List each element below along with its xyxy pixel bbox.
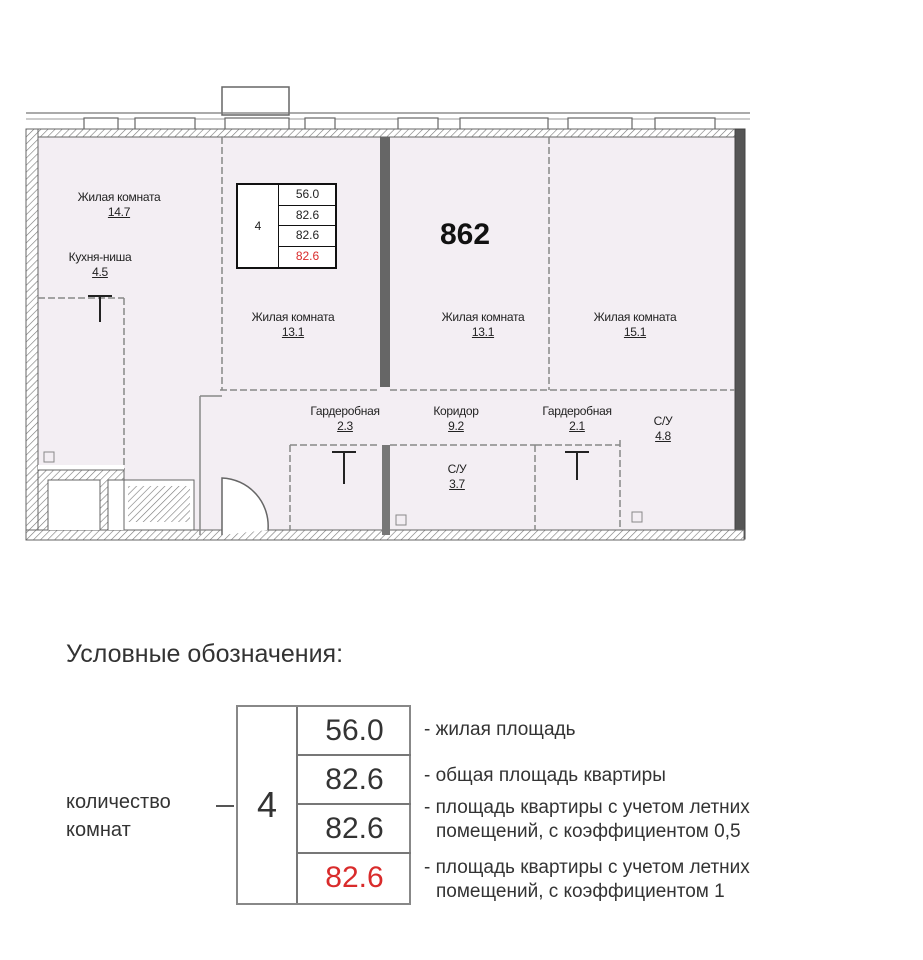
room-label	[572, 310, 698, 339]
wall-left	[26, 129, 38, 539]
legend-total-area: 82.6	[298, 756, 411, 805]
legend-rooms-count: 4	[256, 784, 278, 825]
mini-area-key	[236, 183, 337, 269]
windows-top	[84, 118, 715, 130]
rooms-caption-line1: количество	[66, 791, 171, 813]
room-name: Жилая комната	[77, 190, 161, 204]
room-name: Коридор	[433, 404, 479, 418]
room-area: 9.2	[448, 419, 464, 433]
legend-desc-line: - жилая площадь	[424, 719, 576, 740]
room-label	[434, 462, 480, 491]
balcony-outline	[222, 87, 289, 115]
wall-right	[735, 129, 745, 539]
room-label	[294, 404, 396, 433]
room-name: С/У	[653, 414, 673, 428]
mini-key-living-area: 56.0	[279, 185, 336, 206]
legend-area-coef-1: 82.6	[325, 861, 384, 894]
room-label	[418, 404, 494, 433]
legend-description	[424, 796, 750, 844]
legend-key-table	[236, 705, 411, 905]
mini-key-total-area: 82.6	[279, 206, 336, 227]
wall-top	[26, 129, 744, 137]
room-name: Жилая комната	[441, 310, 525, 324]
room-area: 4.8	[655, 429, 671, 443]
room-area: 15.1	[623, 325, 647, 339]
caption-connector	[216, 805, 234, 807]
rooms-caption-line2: комнат	[66, 819, 131, 841]
room-label	[526, 404, 628, 433]
rooms-count-caption	[66, 788, 171, 844]
legend-title: Условные обозначения:	[66, 640, 344, 668]
apartment-number: 862	[440, 218, 491, 251]
room-area: 3.7	[449, 477, 465, 491]
legend-cells	[296, 707, 411, 903]
room-label	[420, 310, 546, 339]
legend-desc-line: - площадь квартиры с учетом летних	[424, 857, 750, 878]
legend-description	[424, 856, 750, 904]
room-name: Жилая комната	[593, 310, 677, 324]
mini-key-area-coef-1: 82.6	[295, 248, 320, 263]
legend-desc-line: помещений, с коэффициентом 1	[436, 881, 725, 902]
room-name: Кухня-ниша	[68, 250, 132, 264]
legend-desc-line: - площадь квартиры с учетом летних	[424, 797, 750, 818]
shaft-hatch	[128, 486, 190, 522]
room-label	[50, 250, 150, 279]
wall-central	[380, 137, 390, 387]
mini-key-rooms: 4	[254, 219, 262, 233]
room-name: Гардеробная	[542, 404, 612, 418]
room-area: 2.3	[337, 419, 353, 433]
legend-description	[424, 718, 576, 742]
room-area: 14.7	[107, 205, 131, 219]
room-name: С/У	[447, 462, 467, 476]
room-area: 13.1	[471, 325, 495, 339]
legend-area-coef-05: 82.6	[298, 805, 411, 854]
room-label	[58, 190, 180, 219]
legend-description	[424, 764, 666, 788]
room-name: Гардеробная	[310, 404, 380, 418]
legend-desc-line: - общая площадь квартиры	[424, 765, 666, 786]
mini-key-area-coef-05: 82.6	[279, 226, 336, 247]
room-label	[230, 310, 356, 339]
legend-living-area: 56.0	[298, 707, 411, 756]
room-area: 4.5	[92, 265, 108, 279]
room-label	[640, 414, 686, 443]
wall-central-lower	[382, 445, 390, 535]
legend-desc-line: помещений, с коэффициентом 0,5	[436, 821, 741, 842]
room-area: 13.1	[281, 325, 305, 339]
room-area: 2.1	[569, 419, 585, 433]
mini-key-cells	[278, 185, 336, 267]
room-name: Жилая комната	[251, 310, 335, 324]
